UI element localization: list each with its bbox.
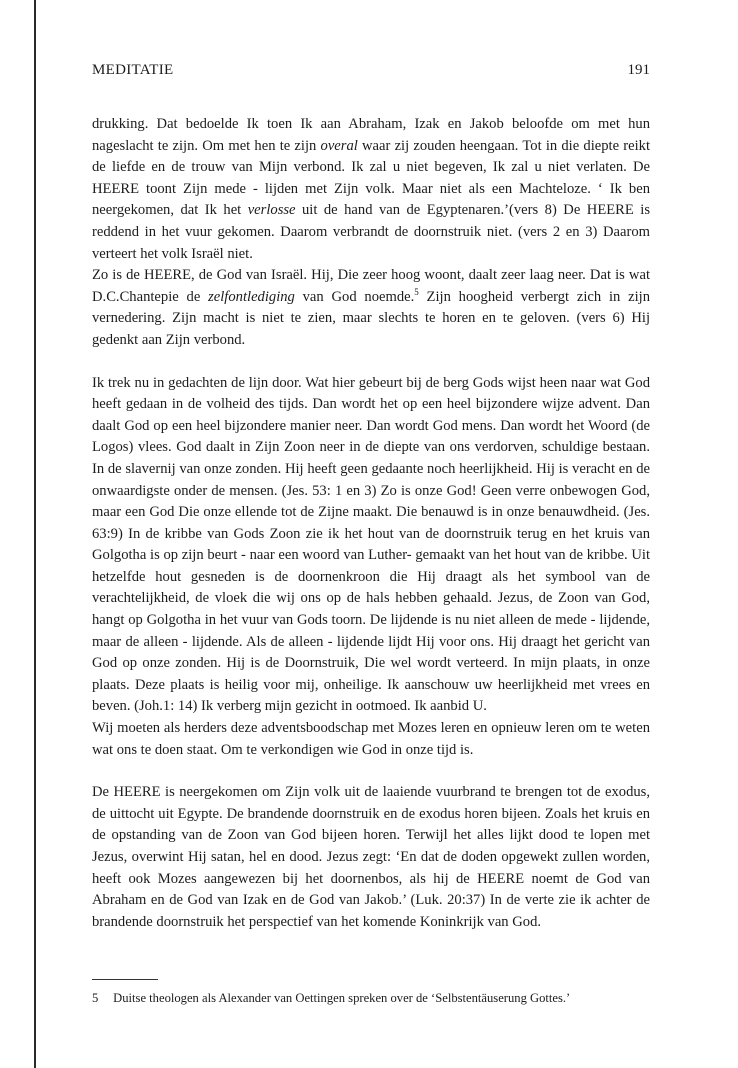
paragraph <box>92 782 650 933</box>
text-run: Zo is de HEERE, de God van Israël. Hij, Die zeer hoog woont, daalt zeer laag neer. Dat is wat D.C.Chantepie de <box>92 267 650 305</box>
paragraph <box>92 718 650 761</box>
running-title: MEDITATIE <box>92 62 174 78</box>
text-run: drukking. Dat bedoelde Ik toen Ik aan Abraham, Izak en Jakob beloofde om met hun nageslacht te zijn. Om met hen te zijn <box>92 116 650 154</box>
paragraph <box>92 114 650 265</box>
scan-edge-line <box>34 0 36 1068</box>
page-header <box>92 62 650 86</box>
italic-phrase: overal <box>320 137 358 154</box>
page-number: 191 <box>627 62 650 78</box>
italic-phrase: verlosse <box>247 202 296 219</box>
footnote-text: Duitse theologen als Alexander van Oettingen spreken over de ‘Selbstentäuserung Gottes.’ <box>113 991 571 1005</box>
text-run: van God noemde. <box>294 288 415 305</box>
footnote-ref: 5 <box>414 286 419 297</box>
text-run: waar zij zouden heengaan. Tot in die diepte reikt de liefde en de trouw van Mijn verbond. Ik zal u niet begeven, Ik zal u niet verlaten. De HEERE toont Zijn mede - lijden met Zijn volk. Maar niet als een Machteloze. ‘ Ik ben neergekomen, dat Ik het <box>92 137 650 219</box>
paragraph <box>92 373 650 719</box>
footnote-rule <box>92 979 158 980</box>
text-run: Wij moeten als herders deze adventsboodschap met Mozes leren en opnieuw leren om te weten wat ons te doen staat. Om te verkondigen wie God in onze tijd is. <box>92 720 650 758</box>
footnote-number: 5 <box>92 991 99 1005</box>
footnote <box>92 989 652 1007</box>
text-run: uit de hand van de Egyptenaren.’(vers 8) De HEERE is reddend in het vuur gekomen. Daarom verbrandt de doornstruik niet. (vers 2 en 3) Daarom verteert het volk Israël niet. <box>92 202 650 262</box>
italic-phrase: zelfontlediging <box>208 288 295 305</box>
text-run: Ik trek nu in gedachten de lijn door. Wat hier gebeurt bij de berg Gods wijst heen naar wat God heeft gedaan in de volheid des tijds. Dan wordt het op een heel bijzondere wijze advent. Dan daalt God op een heel bijzondere manier neer. Dan wordt God mens. Dan wordt het Woord (de Logos) vlees. God daalt in Zijn Zoon neer in de diepte van ons verdorven, schuldige bestaan. In de slavernij van onze zonden. Hij heeft geen gedaante noch heerlijkheid. Hij is veracht en de onwaardigste onder de mensen. (Jes. 53: 1 en 3) Zo is onze God! Geen verre onbewogen God, maar een God Die onze ellende tot de Zijne maakt. Die benauwd is in onze benauwdheid. (Jes. 63:9) In de kribbe van Gods Zoon zie ik het hout van de doornstruik terug en het kruis van Golgotha is op zijn beurt - naar een woord van Luther- gemaakt van het hout van de kribbe. Uit hetzelfde hout gesneden is de doornenkroon die Hij draagt als het symbool van de verachtelijkheid, de vloek die wij ons op de hals hebben gehaald. Jezus, de Zoon van God, hangt op Golgotha in het vuur van Gods toorn. De lijdende is nu niet alleen de mede - lijdende, maar de alleen - lijdende. Als de alleen - lijdende lijdt Hij voor ons. Hij draagt het gericht van God op onze zonden. Hij is de Doornstruik, Die wel wordt verteerd. In mijn plaats, in onze plaats. Deze plaats is heilig voor mij, onheilige. Ik aanschouw uw heerlijkheid met vrees en beven. (Joh.1: 14) Ik verberg mijn gezicht in ootmoed. Ik aanbid U. <box>92 374 650 715</box>
text-run: Zijn hoogheid verbergt zich in zijn vernedering. Zijn macht is niet te zien, maar slechts te horen en te geloven. (vers 6) Hij gedenkt aan Zijn verbond. <box>92 288 651 348</box>
body-text <box>92 114 650 933</box>
paragraph <box>92 265 650 351</box>
text-run: De HEERE is neergekomen om Zijn volk uit de laaiende vuurbrand te brengen tot de exodus, de uittocht uit Egypte. De brandende doornstruik en de exodus horen bijeen. Zoals het kruis en de opstanding van de Zoon van God bijeen horen. Terwijl het alles lijkt dood te lopen met Jezus, overwint Hij satan, hel en dood. Jezus zegt: ‘En dat de doden opgewekt zullen worden, heeft ook Mozes aangewezen bij het doornenbos, als hij de HEERE noemt de God van Abraham en de God van Izak en de God van Jakob.’ (Luk. 20:37) In de verte zie ik achter de brandende doornstruik het perspectief van het komende Koninkrijk van God. <box>92 784 650 930</box>
